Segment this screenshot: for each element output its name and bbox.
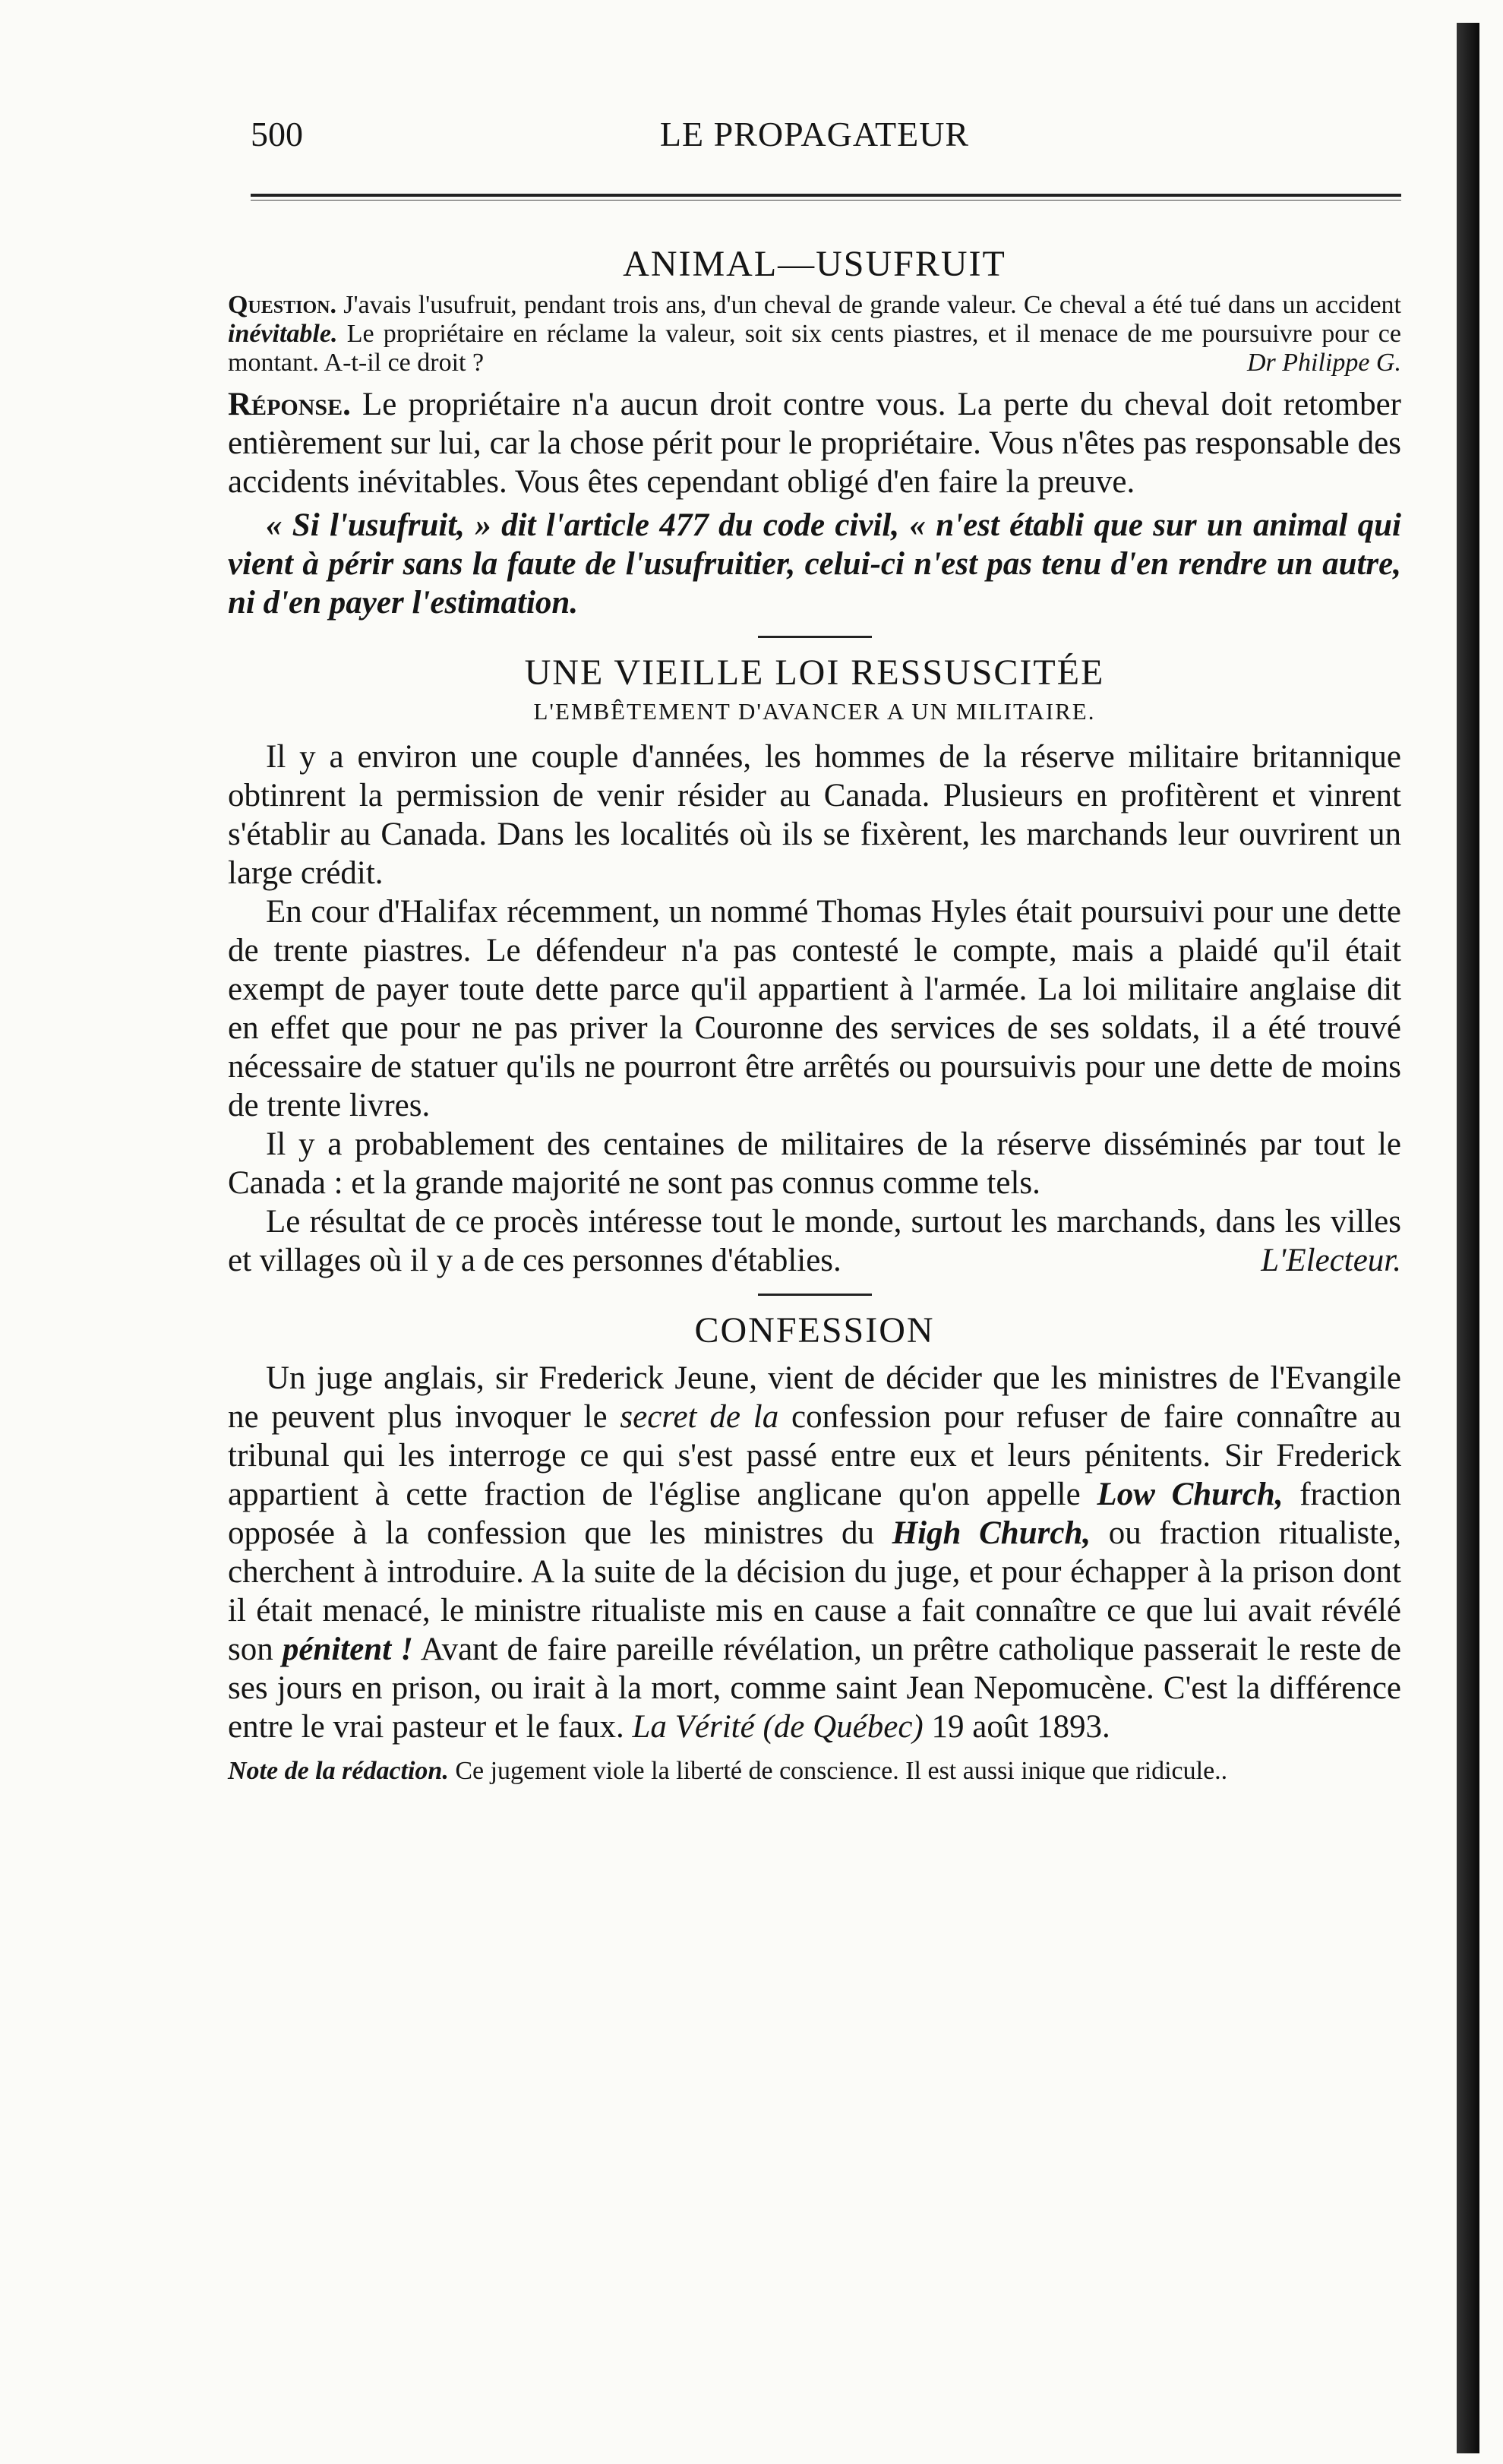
page	[228, 91, 1401, 1786]
section-title-vieille-loi: UNE VIEILLE LOI RESSUSCITÉE	[524, 652, 1105, 693]
penitent-italic: pénitent !	[282, 1632, 413, 1667]
header-rule	[251, 194, 1401, 197]
low-church-italic: Low Church,	[1097, 1477, 1284, 1512]
paragraph-cour-halifax: En cour d'Halifax récemment, un nommé Thomas Hyles était poursuivi pour une dette de trente piastres. Le défendeur n'a pas contesté le compte, mais a plaidé qu'il était exempt de payer toute dette parce qu'il appartient à l'armée. La loi militaire anglaise dit en effet que pour ne pas priver la Couronne des services de ses soldats, il a été trouvé nécessaire de statuer qu'ils ne pourront être arrêtés ou poursuivis pour une dette de moins de trente livres.	[228, 894, 1401, 1123]
header-rule-thin	[251, 200, 1401, 201]
section-subtitle: L'EMBÊTEMENT D'AVANCER A UN MILITAIRE.	[533, 698, 1096, 725]
section-title-animal-usufruit: ANIMAL—USUFRUIT	[623, 244, 1006, 284]
question-label: Question.	[228, 291, 336, 319]
note-redaction	[228, 1757, 1401, 1786]
resultat-text: Le résultat de ce procès intéresse tout le monde, surtout les marchands, dans les villes et villages où il y a de ces personnes d'établies.	[228, 1204, 1401, 1278]
confession-part-3: fraction opposée à la confession que les ministres du	[228, 1477, 1401, 1551]
source-electeur: L'Electeur.	[1261, 1243, 1401, 1278]
source-verite: La Vérité (de Québec)	[632, 1709, 924, 1745]
section-title-confession: CONFESSION	[694, 1310, 935, 1350]
paragraph-centaines-militaires: Il y a probablement des centaines de militaires de la réserve disséminés par tout le Canada : et la grande majorité ne sont pas connus comme tels.	[228, 1126, 1401, 1201]
confession-part-5: Avant de faire pareille révélation, un prêtre catholique passerait le reste de ses jours en prison, ou irait à la mort, comme saint Jean Nepomucène. C'est la différence entre le vrai pasteur et le faux.	[228, 1632, 1402, 1745]
page-edge-shadow	[1457, 23, 1479, 2453]
question-italic: inévitable.	[228, 320, 338, 348]
section-divider-1	[758, 636, 872, 638]
section-divider-2	[758, 1294, 872, 1296]
answer-label: Réponse.	[228, 387, 351, 422]
confession-part-1: Un juge anglais, sir Frederick Jeune, vient de décider que les ministres de l'Evangile ne peuvent plus invoquer le	[228, 1360, 1401, 1435]
answer-paragraph	[228, 385, 1401, 501]
source-date: 19 août 1893.	[923, 1709, 1110, 1745]
header-rules	[228, 152, 1401, 243]
paragraph-resultat-proces	[228, 1202, 1401, 1280]
confession-part-2: confession pour refuser de faire connaître au tribunal qui les interroge ce qui s'est passé entre eux et leurs pénitents. Sir Frederick appartient à cette fraction de l'église anglicane qu'on appelle	[228, 1399, 1401, 1512]
question-author: Dr Philippe G.	[1246, 349, 1401, 377]
page-number: 500	[251, 115, 303, 153]
note-label: Note de la rédaction.	[228, 1757, 449, 1785]
answer-text: Le propriétaire n'a aucun droit contre vous. La perte du cheval doit retomber entièrement sur lui, car la chose périt pour le propriétaire. Vous n'êtes pas responsable des accidents inévitables. Vous êtes cependant obligé d'en faire la preuve.	[228, 387, 1401, 500]
page-header	[228, 91, 1401, 152]
high-church-italic: High Church,	[892, 1515, 1091, 1551]
running-title: LE PROPAGATEUR	[659, 115, 970, 153]
paragraph-reserve-militaire: Il y a environ une couple d'années, les hommes de la réserve militaire britannique obtinrent la permission de venir résider au Canada. Plusieurs en profitèrent et vinrent s'établir au Canada. Dans les localités où ils se fixèrent, les marchands leur ouvrirent un large crédit.	[228, 739, 1401, 891]
paragraph-confession	[228, 1359, 1401, 1746]
question-text-1: J'avais l'usufruit, pendant trois ans, d'un cheval de grande valeur. Ce cheval a été tué dans un accident	[343, 291, 1401, 319]
secret-italic: secret de la	[620, 1399, 779, 1435]
confession-part-4: ou fraction ritualiste, cherchent à introduire. A la suite de la décision du juge, et pour échapper à la prison dont il était menacé, le ministre ritualiste mis en cause a fait connaître ce que lui avait révélé son	[228, 1515, 1401, 1667]
question-text-2: Le propriétaire en réclame la valeur, soit six cents piastres, et il menace de me poursuivre pour ce montant. A-t-il ce droit ?	[228, 320, 1401, 377]
code-civil-quote: « Si l'usufruit, » dit l'article 477 du code civil, « n'est établi que sur un animal qui vient à périr sans la faute de l'usufruitier, celui-ci n'est pas tenu d'en rendre un autre, ni d'en payer l'estimation.	[228, 507, 1401, 621]
note-text: Ce jugement viole la liberté de conscience. Il est aussi inique que ridicule..	[448, 1757, 1228, 1785]
